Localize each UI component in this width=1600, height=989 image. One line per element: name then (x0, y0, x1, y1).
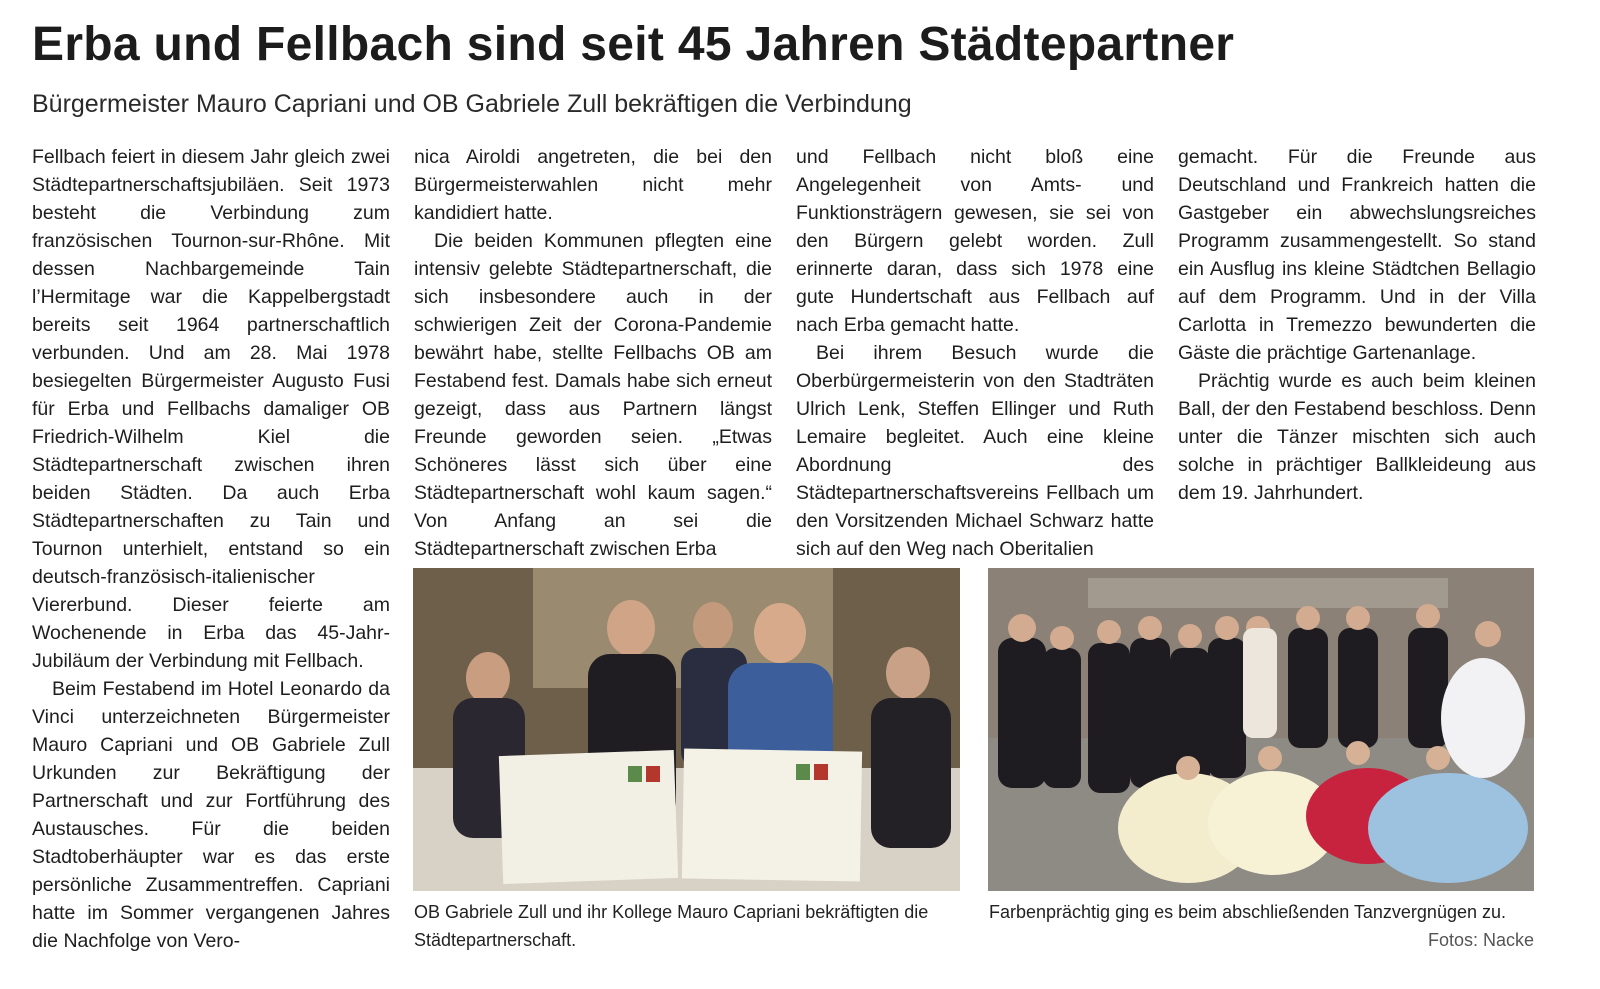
paragraph: Prächtig wurde es auch beim kleinen Ball, der den Festabend beschloss. Denn unter die Tänzer mischten sich auch solche in prächtiger Ballkleideung aus dem 19. Jahrhundert. (1178, 370, 1536, 504)
paragraph: Bei ihrem Besuch wurde die Oberbürgermeisterin von den Stadträten Ulrich Lenk, Steffen Ellinger und Ruth Lemaire begleitet. Auch eine kleine Abordnung des Städtepartnerschaftsvereins Fellbach um den Vorsitzenden Michael Schwarz hatte sich auf den Weg nach Oberitalien (796, 342, 1154, 560)
article-column-1 (32, 143, 390, 955)
photo-signing-ceremony (413, 568, 960, 891)
photo-ball-dancers (988, 568, 1534, 891)
paragraph: gemacht. Für die Freunde aus Deutschland und Frankreich hatten die Gastgeber ein abwechslungsreiches Programm zusammengestellt. So stand ein Ausflug ins kleine Städtchen Bellagio auf dem Programm. Und in der Villa Carlotta in Tremezzo bewunderten die Gäste die prächtige Gartenanlage. (1178, 146, 1536, 364)
article-column-3 (796, 143, 1154, 563)
article-column-2 (414, 143, 772, 563)
paragraph: und Fellbach nicht bloß eine Angelegenheit von Amts- und Funktionsträgern gewesen, sie sei von den Bürgern gelebt worden. Zull erinnerte daran, dass sich 1978 eine gute Hundertschaft aus Fellbach auf nach Erba gemacht hatte. (796, 146, 1154, 336)
photo-credit: Fotos: Nacke (1427, 930, 1534, 950)
paragraph: nica Airoldi angetreten, die bei den Bürgermeisterwahlen nicht mehr kandidiert hatte. (414, 146, 772, 224)
photo-caption: Farbenprächtig ging es beim abschließenden Tanzvergnügen zu. (989, 902, 1506, 922)
paragraph: Die beiden Kommunen pflegten eine intensiv gelebte Städtepartnerschaft, die sich insbesondere auch in der schwierigen Zeit der Corona-Pandemie bewährt habe, stellte Fellbachs OB am Festabend fest. Damals habe sich erneut gezeigt, dass aus Partnern längst Freunde geworden seien. „Etwas Schöneres lässt sich über eine Städtepartnerschaft wohl kaum sagen.“ Von Anfang an sei die Städtepartnerschaft zwischen Erba (414, 230, 772, 560)
photo-signing-illustration (413, 568, 960, 891)
photo-ball-illustration (988, 568, 1534, 891)
paragraph: Beim Festabend im Hotel Leonardo da Vinci unterzeichneten Bürgermeister Mauro Capriani und OB Gabriele Zull Urkunden zur Bekräftigung der Partnerschaft und zur Fortführung des Austausches. Für die beiden Stadtoberhäupter war es das erste persönliche Zusammentreffen. Capriani hatte im Sommer vergangenen Jahres die Nachfolge von Vero- (32, 678, 390, 952)
paragraph: Fellbach feiert in diesem Jahr gleich zwei Städtepartnerschaftsjubiläen. Seit 1973 besteht die Verbindung zum französischen Tournon-sur-Rhône. Mit dessen Nachbargemeinde Tain l’Hermitage war die Kappelbergstadt bereits seit 1964 partnerschaftlich verbunden. Und am 28. Mai 1978 besiegelten Bürgermeister Augusto Fusi für Erba und Fellbachs damaliger OB Friedrich-Wilhelm Kiel die Städtepartnerschaft zwischen ihren beiden Städten. Da auch Erba Städtepartnerschaften zu Tain und Tournon unterhielt, entstand so ein deutsch-französisch-italienischer Viererbund. Dieser feierte am Wochenende in Erba das 45-Jahr-Jubiläum der Verbindung mit Fellbach. (32, 146, 390, 672)
headline: Erba und Fellbach sind seit 45 Jahren Städtepartner (32, 18, 1235, 71)
photo-caption: OB Gabriele Zull und ihr Kollege Mauro Capriani bekräftigten die Städtepartnerschaft. (414, 902, 929, 950)
article-column-4 (1178, 143, 1536, 507)
subheadline: Bürgermeister Mauro Capriani und OB Gabriele Zull bekräftigen die Verbindung (32, 90, 912, 118)
